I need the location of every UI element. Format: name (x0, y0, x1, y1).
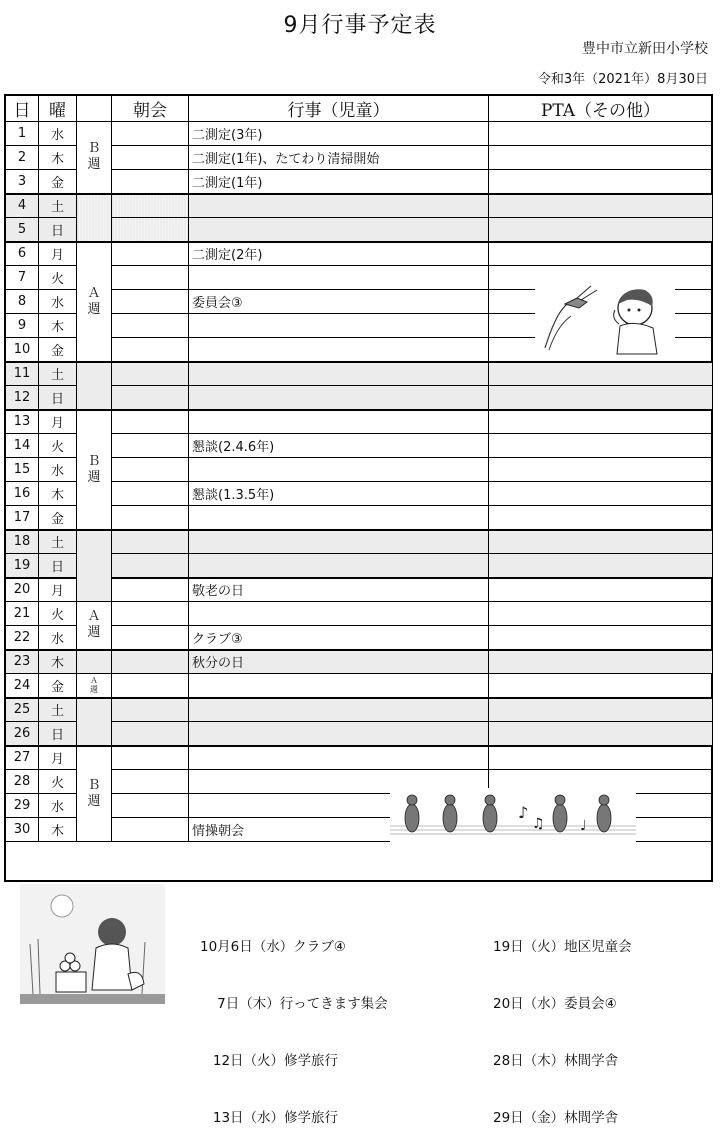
table-row (6, 242, 713, 266)
morning-cell (112, 218, 189, 242)
upcoming-item: 20日（水）委員会④ (493, 996, 617, 1012)
table-row (6, 746, 713, 770)
pta-cell (489, 218, 713, 242)
event-cell (189, 722, 489, 746)
moon-viewing-illustration (20, 884, 165, 1004)
weekday-cell: 木 (39, 482, 77, 506)
event-cell: 敬老の日 (189, 578, 489, 602)
morning-cell (112, 578, 189, 602)
table-row (6, 146, 713, 170)
weekday-cell: 月 (39, 410, 77, 434)
event-cell: 二測定(1年) (189, 170, 489, 194)
weekday-cell: 金 (39, 506, 77, 530)
table-row (6, 194, 713, 218)
morning-cell (112, 794, 189, 818)
table-row (6, 218, 713, 242)
week-cell (77, 362, 112, 410)
pta-cell (489, 602, 713, 626)
header-pta: PTA（その他） (489, 96, 713, 122)
weekday-cell: 水 (39, 290, 77, 314)
weekday-cell: 土 (39, 698, 77, 722)
morning-cell (112, 458, 189, 482)
event-cell (189, 746, 489, 770)
day-cell: 27 (6, 746, 39, 770)
header-morning-assembly: 朝会 (112, 96, 189, 122)
upcoming-item: 7日（木）行ってきます集会 (200, 996, 388, 1012)
pta-cell (489, 122, 713, 146)
morning-cell (112, 338, 189, 362)
svg-text:♪: ♪ (518, 803, 529, 822)
day-cell: 14 (6, 434, 39, 458)
pta-cell (489, 434, 713, 458)
weekday-cell: 水 (39, 626, 77, 650)
weekday-cell: 月 (39, 746, 77, 770)
table-row (6, 722, 713, 746)
day-cell: 2 (6, 146, 39, 170)
upcoming-item: 19日（火）地区児童会 (493, 939, 632, 955)
day-cell: 15 (6, 458, 39, 482)
pta-cell (489, 170, 713, 194)
day-cell: 21 (6, 602, 39, 626)
event-cell (189, 410, 489, 434)
event-cell (189, 386, 489, 410)
table-row (6, 458, 713, 482)
table-row (6, 626, 713, 650)
morning-cell (112, 434, 189, 458)
table-row (6, 362, 713, 386)
morning-cell (112, 146, 189, 170)
weekday-cell: 水 (39, 122, 77, 146)
event-cell (189, 314, 489, 338)
morning-cell (112, 746, 189, 770)
day-cell: 17 (6, 506, 39, 530)
morning-cell (112, 674, 189, 698)
upcoming-item: 12日（火）修学旅行 (200, 1053, 339, 1069)
pta-cell (489, 194, 713, 218)
svg-text:♩: ♩ (580, 818, 587, 834)
svg-text:♫: ♫ (532, 816, 545, 832)
event-cell: 情操朝会 (189, 818, 489, 842)
day-cell: 9 (6, 314, 39, 338)
upcoming-item: 28日（木）林間学舎 (493, 1053, 619, 1069)
pta-cell (489, 146, 713, 170)
day-cell: 11 (6, 362, 39, 386)
morning-cell (112, 482, 189, 506)
pta-cell (489, 362, 713, 386)
event-cell (189, 218, 489, 242)
table-row (6, 410, 713, 434)
morning-cell (112, 626, 189, 650)
upcoming-item: 29日（金）林間学舎 (493, 1110, 619, 1126)
morning-cell (112, 602, 189, 626)
pta-cell (489, 506, 713, 530)
week-cell: Ｂ 週 (77, 122, 112, 194)
event-cell (189, 506, 489, 530)
morning-cell (112, 530, 189, 554)
weekday-cell: 火 (39, 434, 77, 458)
table-row (6, 602, 713, 626)
weekday-cell: 木 (39, 314, 77, 338)
table-row (6, 434, 713, 458)
event-cell: 二測定(1年)、たてわり清掃開始 (189, 146, 489, 170)
week-cell: Ｂ 週 (77, 746, 112, 842)
day-cell: 23 (6, 650, 39, 674)
week-cell: Ａ 週 (77, 674, 112, 698)
event-cell (189, 698, 489, 722)
table-row (6, 530, 713, 554)
day-cell: 13 (6, 410, 39, 434)
event-cell (189, 458, 489, 482)
pta-cell (489, 530, 713, 554)
morning-cell (112, 818, 189, 842)
weekday-cell: 火 (39, 770, 77, 794)
upcoming-item: 10月6日（水）クラブ④ (200, 939, 346, 955)
morning-cell (112, 362, 189, 386)
weekday-cell: 土 (39, 194, 77, 218)
day-cell: 26 (6, 722, 39, 746)
pta-cell (489, 554, 713, 578)
header-row (6, 96, 713, 122)
day-cell: 16 (6, 482, 39, 506)
morning-cell (112, 194, 189, 218)
day-cell: 4 (6, 194, 39, 218)
weekday-cell: 金 (39, 170, 77, 194)
upcoming-left (200, 900, 388, 1147)
cricket-band-illustration (390, 788, 636, 844)
pta-cell (489, 698, 713, 722)
morning-cell (112, 386, 189, 410)
weekday-cell: 木 (39, 146, 77, 170)
pta-cell (489, 578, 713, 602)
table-row (6, 386, 713, 410)
day-cell: 1 (6, 122, 39, 146)
table-row (6, 674, 713, 698)
day-cell: 19 (6, 554, 39, 578)
event-cell (189, 362, 489, 386)
event-cell (189, 338, 489, 362)
week-cell (77, 194, 112, 242)
school-name: 豊中市立新田小学校 (582, 41, 708, 57)
pta-cell (489, 650, 713, 674)
day-cell: 7 (6, 266, 39, 290)
event-cell (189, 194, 489, 218)
header-dow: 曜 (39, 96, 77, 122)
header-day: 日 (6, 96, 39, 122)
day-cell: 22 (6, 626, 39, 650)
morning-cell (112, 290, 189, 314)
upcoming-item: 13日（水）修学旅行 (200, 1110, 339, 1126)
weekday-cell: 土 (39, 362, 77, 386)
weekday-cell: 日 (39, 218, 77, 242)
pta-cell (489, 242, 713, 266)
day-cell: 25 (6, 698, 39, 722)
week-cell: Ａ 週 (77, 242, 112, 362)
weekday-cell: 金 (39, 674, 77, 698)
table-row (6, 554, 713, 578)
weekday-cell: 月 (39, 578, 77, 602)
weekday-cell: 水 (39, 794, 77, 818)
day-cell: 24 (6, 674, 39, 698)
morning-cell (112, 314, 189, 338)
pta-cell (489, 746, 713, 770)
day-cell: 6 (6, 242, 39, 266)
week-cell: Ａ 週 (77, 602, 112, 650)
week-cell (77, 698, 112, 746)
morning-cell (112, 410, 189, 434)
boy-cricket-illustration (535, 276, 675, 356)
page-title: 9月行事予定表 (283, 13, 437, 38)
weekday-cell: 火 (39, 266, 77, 290)
day-cell: 20 (6, 578, 39, 602)
upcoming-right (493, 900, 632, 1147)
day-cell: 30 (6, 818, 39, 842)
table-row (6, 170, 713, 194)
schedule-table (5, 95, 713, 842)
weekday-cell: 木 (39, 650, 77, 674)
table-row (6, 482, 713, 506)
weekday-cell: 木 (39, 818, 77, 842)
day-cell: 28 (6, 770, 39, 794)
day-cell: 12 (6, 386, 39, 410)
weekday-cell: 火 (39, 602, 77, 626)
pta-cell (489, 386, 713, 410)
table-row (6, 698, 713, 722)
event-cell: 二測定(2年) (189, 242, 489, 266)
event-cell: 委員会③ (189, 290, 489, 314)
event-cell: 二測定(3年) (189, 122, 489, 146)
day-cell: 8 (6, 290, 39, 314)
schedule-body (6, 122, 713, 842)
day-cell: 3 (6, 170, 39, 194)
header-events: 行事（児童） (189, 96, 489, 122)
day-cell: 18 (6, 530, 39, 554)
event-cell (189, 530, 489, 554)
table-row (6, 578, 713, 602)
morning-cell (112, 698, 189, 722)
weekday-cell: 月 (39, 242, 77, 266)
morning-cell (112, 722, 189, 746)
event-cell: 懇談(2.4.6年) (189, 434, 489, 458)
table-row (6, 506, 713, 530)
event-cell (189, 674, 489, 698)
pta-cell (489, 674, 713, 698)
weekday-cell: 金 (39, 338, 77, 362)
event-cell: 懇談(1.3.5年) (189, 482, 489, 506)
week-cell: Ｂ 週 (77, 410, 112, 530)
issue-date: 令和3年（2021年）8月30日 (537, 72, 708, 87)
morning-cell (112, 650, 189, 674)
morning-cell (112, 170, 189, 194)
week-cell (77, 650, 112, 674)
week-cell (77, 530, 112, 602)
event-cell: クラブ③ (189, 626, 489, 650)
event-cell: 秋分の日 (189, 650, 489, 674)
morning-cell (112, 266, 189, 290)
day-cell: 10 (6, 338, 39, 362)
day-cell: 29 (6, 794, 39, 818)
event-cell (189, 266, 489, 290)
morning-cell (112, 122, 189, 146)
event-cell (189, 602, 489, 626)
event-cell (189, 554, 489, 578)
morning-cell (112, 770, 189, 794)
header-week (77, 96, 112, 122)
table-row (6, 650, 713, 674)
weekday-cell: 日 (39, 386, 77, 410)
weekday-cell: 土 (39, 530, 77, 554)
table-row (6, 122, 713, 146)
pta-cell (489, 410, 713, 434)
morning-cell (112, 506, 189, 530)
day-cell: 5 (6, 218, 39, 242)
morning-cell (112, 242, 189, 266)
pta-cell (489, 482, 713, 506)
pta-cell (489, 722, 713, 746)
weekday-cell: 日 (39, 554, 77, 578)
pta-cell (489, 626, 713, 650)
weekday-cell: 水 (39, 458, 77, 482)
pta-cell (489, 458, 713, 482)
morning-cell (112, 554, 189, 578)
weekday-cell: 日 (39, 722, 77, 746)
